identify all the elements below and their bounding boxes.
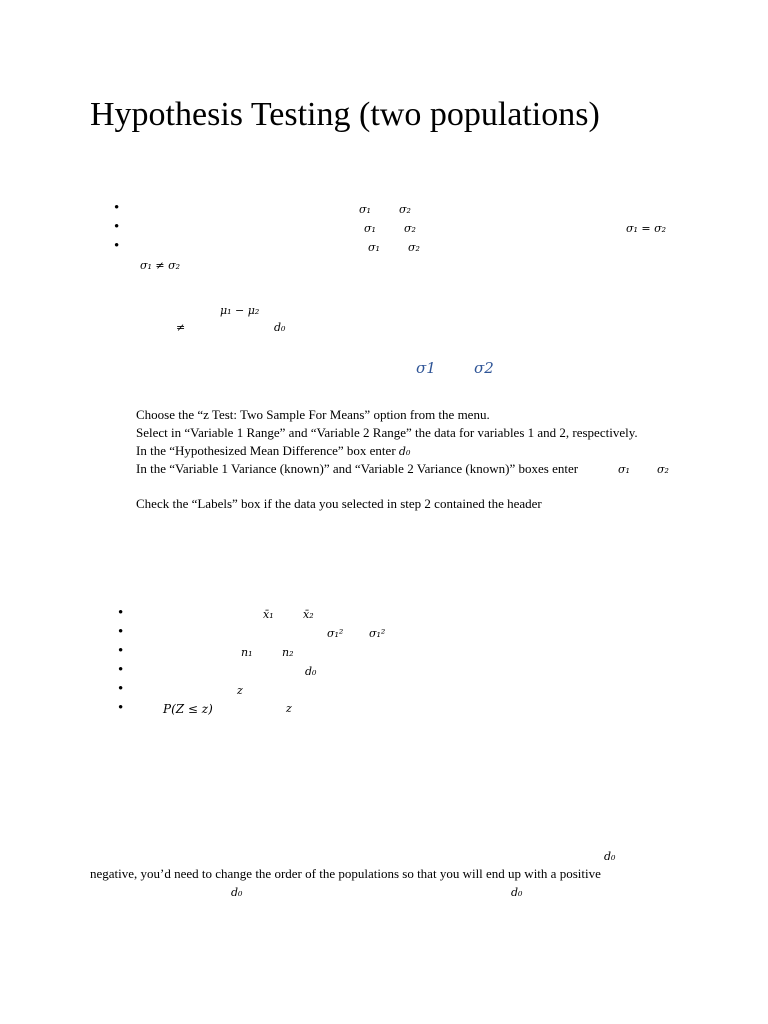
- step-3-text: In the “Hypothesized Mean Difference” box enter: [136, 443, 396, 458]
- xbar1-symbol: x̄₁: [263, 608, 274, 621]
- step-3: [136, 442, 410, 460]
- sigma2-symbol: σ₂: [404, 222, 416, 235]
- d0-symbol: d₀: [604, 850, 616, 863]
- sigma1-symbol: σ₁: [364, 222, 376, 235]
- unequal-variances-expr: σ₁ ≠ σ₂: [140, 259, 181, 272]
- bullet-marker: •: [114, 200, 120, 216]
- bullet-marker: •: [114, 238, 120, 254]
- bullet-marker: •: [114, 219, 120, 235]
- bullet-marker: •: [118, 624, 124, 640]
- z-symbol: z: [286, 702, 292, 715]
- equal-variances-expr: σ₁ = σ₂: [626, 222, 667, 235]
- d0-symbol: d₀: [274, 321, 286, 334]
- n2-symbol: n₂: [282, 646, 294, 659]
- note-paragraph-line: negative, you’d need to change the order of the populations so that you will end up with a positive: [90, 866, 601, 881]
- sigma1-symbol: σ₁: [368, 241, 380, 254]
- variance2-symbol: σ₁²: [369, 627, 386, 640]
- sigma1-symbol: σ₁: [359, 203, 371, 216]
- variance1-symbol: σ₁²: [327, 627, 344, 640]
- bullet-marker: •: [118, 662, 124, 678]
- d0-symbol: d₀: [398, 445, 411, 458]
- sigma1-heading-symbol: σ1: [416, 359, 436, 377]
- not-equal-symbol: ≠: [176, 321, 186, 334]
- step-2: Select in “Variable 1 Range” and “Variable 2 Range” the data for variables 1 and 2, respectively.: [136, 425, 638, 440]
- sigma2-symbol: σ₂: [657, 463, 669, 476]
- bullet-marker: •: [118, 605, 124, 621]
- bullet-marker: •: [118, 700, 124, 716]
- d0-symbol: d₀: [305, 665, 317, 678]
- sigma2-symbol: σ₂: [408, 241, 420, 254]
- d0-symbol: d₀: [511, 886, 523, 899]
- sigma2-symbol: σ₂: [399, 203, 411, 216]
- sigma2-heading-symbol: σ2: [474, 359, 494, 377]
- step-4: In the “Variable 1 Variance (known)” and “Variable 2 Variance (known)” boxes enter: [136, 461, 579, 476]
- step-5: Check the “Labels” box if the data you selected in step 2 contained the header: [136, 496, 542, 511]
- d0-symbol: d₀: [231, 886, 243, 899]
- z-symbol: z: [237, 684, 243, 697]
- step-1: Choose the “z Test: Two Sample For Means” option from the menu.: [136, 407, 490, 422]
- n1-symbol: n₁: [241, 646, 253, 659]
- bullet-marker: •: [118, 681, 124, 697]
- p-value-expr: P(Z ≤ z): [163, 702, 213, 716]
- bullet-marker: •: [118, 643, 124, 659]
- page-title: Hypothesis Testing (two populations): [90, 96, 600, 133]
- xbar2-symbol: x̄₂: [303, 608, 314, 621]
- mean-difference-expr: μ₁ − μ₂: [220, 304, 260, 317]
- sigma1-symbol: σ₁: [618, 463, 630, 476]
